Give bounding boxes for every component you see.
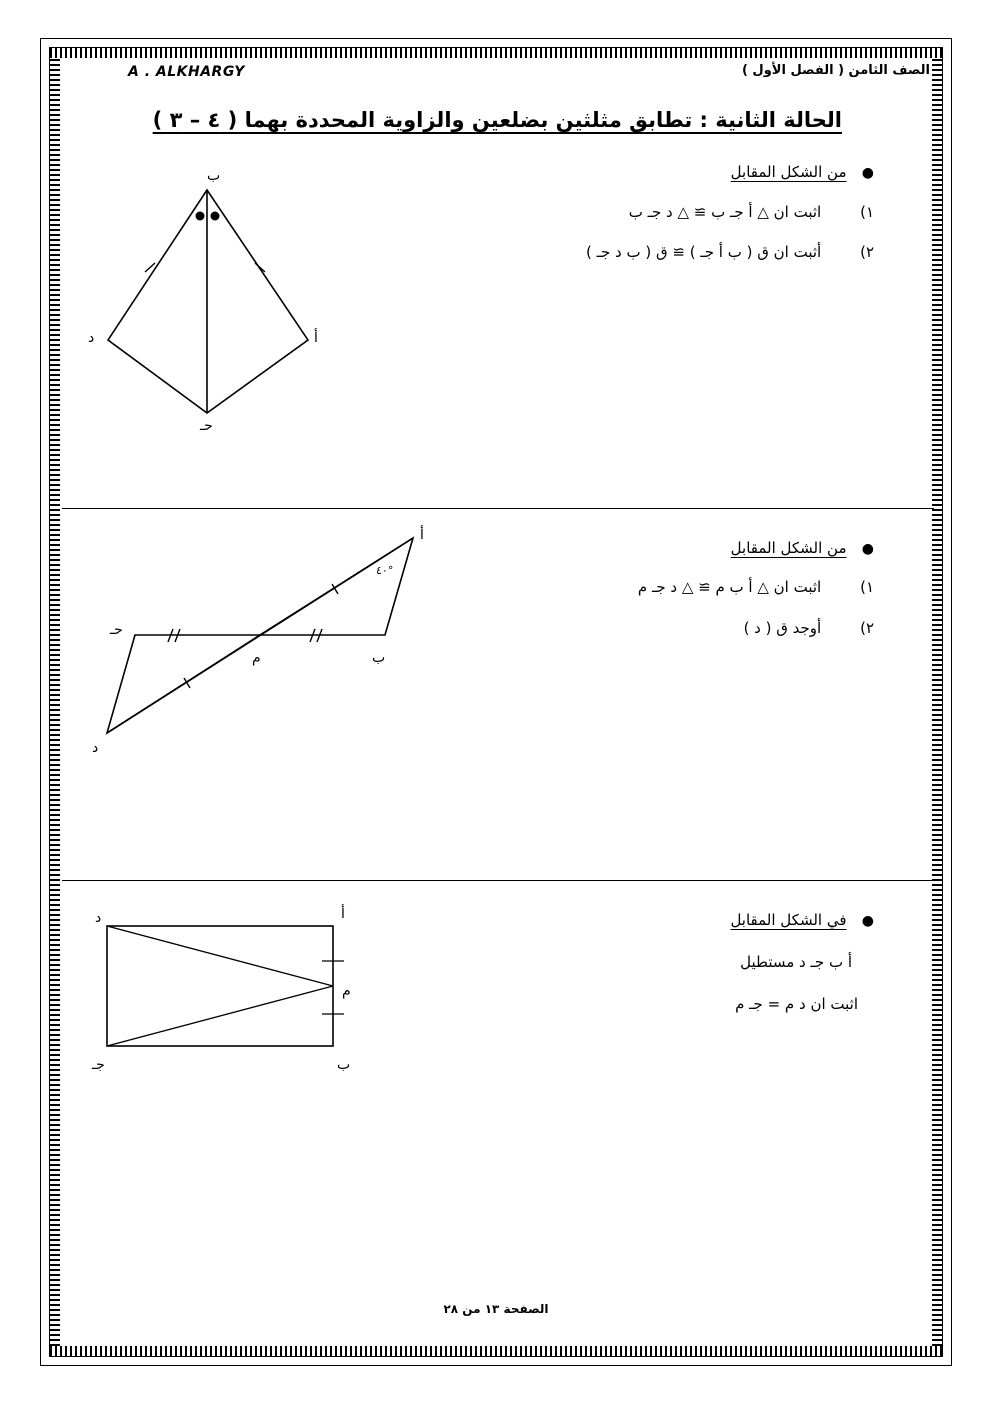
fig3-label-c: جـ bbox=[92, 1057, 105, 1073]
item-number: ٢) bbox=[860, 243, 874, 261]
problem-2-heading: من الشكل المقابل bbox=[730, 539, 847, 557]
fig2-label-b: ب bbox=[372, 650, 386, 666]
grade-label: الصف الثامن ( الفصل الأول ) bbox=[741, 63, 930, 78]
page-title: الحالة الثانية : تطابق مثلثين بضلعين والزاوية المحددة بهما ( ٤ – ٣ ) bbox=[152, 108, 842, 132]
fig2-label-a: أ bbox=[420, 527, 424, 543]
fig2-label-m: م bbox=[252, 650, 261, 666]
item-text: أوجد ق ( د ) bbox=[743, 619, 822, 637]
fig1-label-bottom: حـ bbox=[200, 418, 213, 434]
problem-3-given: أ ب جـ د مستطيل bbox=[740, 953, 852, 971]
fig1-label-top: ب bbox=[207, 168, 221, 184]
item-text: اثبت ان △ أ ب م ≅ △ د جـ م bbox=[637, 578, 822, 596]
fig2-label-c: حـ bbox=[110, 622, 123, 638]
problem-3-prove: اثبت ان د م = جـ م bbox=[735, 995, 858, 1013]
fig2-angle-label: ٤٠° bbox=[376, 564, 394, 577]
item-number: ١) bbox=[860, 578, 874, 596]
problem-3-heading: في الشكل المقابل bbox=[730, 911, 847, 929]
item-text: اثبت ان △ أ جـ ب ≅ △ د جـ ب bbox=[628, 203, 822, 221]
fig3-label-d: د bbox=[95, 910, 102, 926]
item-number: ٢) bbox=[860, 619, 874, 637]
problem-1-heading: من الشكل المقابل bbox=[730, 163, 847, 181]
author-name: A . ALKHARGY bbox=[128, 64, 245, 80]
fig1-label-right: أ bbox=[314, 330, 318, 346]
fig1-label-left: د bbox=[88, 330, 95, 346]
item-text: أثبت ان ق ( ب أ جـ ) ≅ ق ( ب د جـ ) bbox=[586, 243, 822, 261]
fig3-label-a: أ bbox=[341, 906, 345, 922]
bullet: ● bbox=[861, 165, 874, 181]
bullet: ● bbox=[861, 913, 874, 929]
fig3-label-m: م bbox=[342, 983, 351, 999]
fig3-label-b: ب bbox=[337, 1057, 351, 1073]
fig2-label-d: د bbox=[92, 740, 99, 756]
bullet: ● bbox=[861, 541, 874, 557]
item-number: ١) bbox=[860, 203, 874, 221]
page-number: الصفحة ١٣ من ٢٨ bbox=[443, 1302, 549, 1316]
